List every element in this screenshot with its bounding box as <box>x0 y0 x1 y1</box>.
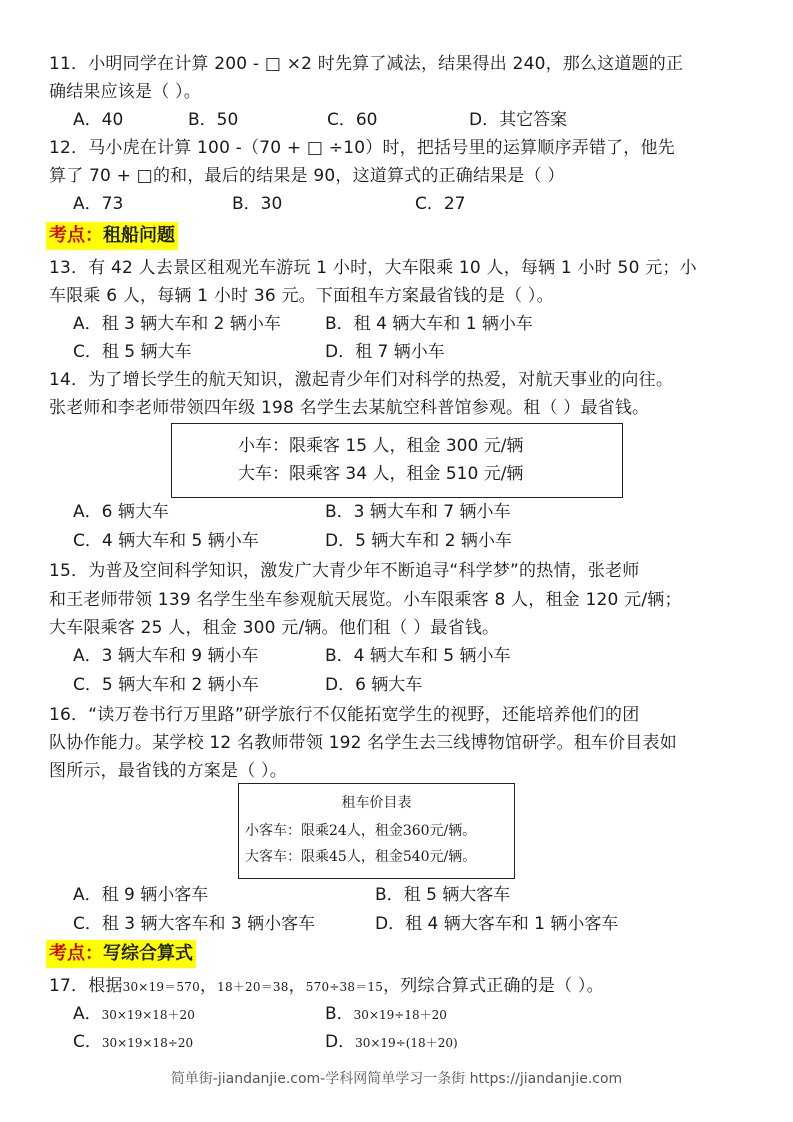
section-topic: 租船问题 <box>103 225 175 246</box>
page-footer-watermark: 简单街-jiandanjie.com-学科网简单学习一条街 https://jiandanjie.com <box>170 1071 623 1087</box>
q16-stem-line3: 图所示，最省钱的方案是（ ）。 <box>49 761 287 781</box>
q15-stem-line2: 和王老师带领 139 名学生坐车参观航天展览。小车限乘客 8 人，租金 120 元/辆； <box>49 590 682 610</box>
q16-option-b: B．租 5 辆大客车 <box>375 885 511 905</box>
q11-stem-line2: 确结果应该是（ ）。 <box>49 82 201 102</box>
section-prefix: 考点： <box>49 943 103 964</box>
q16-table-title: 租车价目表 <box>341 795 412 811</box>
q14-option-c: C．4 辆大车和 5 辆小车 <box>73 531 259 551</box>
option-expression: 30×19÷18＋20 <box>353 1008 447 1022</box>
q17-tail: ，列综合算式正确的是（ ）。 <box>383 976 604 996</box>
q12-option-c: C．27 <box>415 194 466 214</box>
option-letter: B． <box>325 1004 354 1024</box>
q17-option-b <box>325 1002 447 1027</box>
q17-option-c <box>73 1030 193 1055</box>
section-heading-combined-expression <box>46 940 196 968</box>
q12-stem-line1: 12．马小虎在计算 100 -（70 + □ ÷10）时，把括号里的运算顺序弄错了，他先 <box>49 138 675 158</box>
q16-option-a: A．租 9 辆小客车 <box>73 885 209 905</box>
q17-equation-2: 18＋20＝38 <box>217 980 289 994</box>
q14-option-d: D．5 辆大车和 2 辆小车 <box>325 531 512 551</box>
q17-option-d <box>325 1030 458 1055</box>
q12-stem-line2: 算了 70 + □的和，最后的结果是 90，这道算式的正确结果是（ ） <box>49 166 565 186</box>
option-expression: 30×19÷(18＋20) <box>355 1036 458 1050</box>
q13-option-d: D．租 7 辆小车 <box>325 342 445 362</box>
q14-stem-line2: 张老师和李老师带领四年级 198 名学生去某航空科普馆参观。租（ ）最省钱。 <box>49 398 650 418</box>
q12-option-b: B．30 <box>232 194 283 214</box>
q15-option-a: A．3 辆大车和 9 辆小车 <box>73 646 259 666</box>
q14-box-large-car: 大车：限乘客 34 人，租金 510 元/辆 <box>238 464 524 484</box>
q12-option-a: A．73 <box>73 194 124 214</box>
q16-option-d: D．租 4 辆大客车和 1 辆小客车 <box>375 914 619 934</box>
q11-option-d: D．其它答案 <box>469 110 568 130</box>
q16-stem-line2: 队协作能力。某学校 12 名教师带领 192 名学生去三线博物馆研学。租车价目表如 <box>49 733 677 753</box>
q11-option-b: B．50 <box>188 110 239 130</box>
q11-stem-line1: 11．小明同学在计算 200 - □ ×2 时先算了减法，结果得出 240，那么这道题的正 <box>49 54 684 74</box>
q15-option-c: C．5 辆大车和 2 辆小车 <box>73 675 259 695</box>
option-letter: D． <box>325 1032 356 1052</box>
q15-stem-line1: 15．为普及空间科学知识，激发广大青少年不断追寻“科学梦”的热情，张老师 <box>49 561 640 581</box>
section-topic: 写综合算式 <box>103 943 193 964</box>
q15-option-d: D．6 辆大车 <box>325 675 423 695</box>
q16-table-small-bus: 小客车：限乘24人，租金360元/辆。 <box>245 823 477 839</box>
q13-stem-line1: 13．有 42 人去景区租观光车游玩 1 小时，大车限乘 10 人，每辆 1 小时 50 元；小 <box>49 258 697 278</box>
section-heading-boat-rental <box>46 222 178 250</box>
option-expression: 30×19×18÷20 <box>101 1036 194 1050</box>
q15-stem-line3: 大车限乘客 25 人，租金 300 元/辆。他们租（ ）最省钱。 <box>49 618 500 638</box>
q16-option-c: C．租 3 辆大客车和 3 辆小客车 <box>73 914 316 934</box>
q13-option-a: A．租 3 辆大车和 2 辆小车 <box>73 314 281 334</box>
section-prefix: 考点： <box>49 225 103 246</box>
option-expression: 30×19×18＋20 <box>101 1008 195 1022</box>
q13-option-c: C．租 5 辆大车 <box>73 342 192 362</box>
q17-equation-1: 30×19＝570 <box>122 980 200 994</box>
q17-lead: 17．根据 <box>49 976 123 996</box>
q17-stem: 17．根据30×19＝570，18＋20＝38，570÷38＝15，列综合算式正确的是（ ）。 <box>49 976 604 996</box>
q13-stem-line2: 车限乘 6 人，每辆 1 小时 36 元。下面租车方案最省钱的是（ ）。 <box>49 286 554 306</box>
option-letter: A． <box>73 1004 102 1024</box>
q16-stem-line1: 16．“读万卷书行万里路”研学旅行不仅能拓宽学生的视野，还能培养他们的团 <box>49 705 640 725</box>
q17-equation-3: 570÷38＝15 <box>305 980 384 994</box>
q15-option-b: B．4 辆大车和 5 辆小车 <box>325 646 511 666</box>
q14-box-small-car: 小车：限乘客 15 人，租金 300 元/辆 <box>238 436 524 456</box>
q14-option-a: A．6 辆大车 <box>73 502 169 522</box>
q17-option-a <box>73 1002 195 1027</box>
q16-table-large-bus: 大客车：限乘45人，租金540元/辆。 <box>245 849 477 865</box>
q11-option-a: A．40 <box>73 110 124 130</box>
q13-option-b: B．租 4 辆大车和 1 辆小车 <box>325 314 533 334</box>
option-letter: C． <box>73 1032 102 1052</box>
q11-option-c: C．60 <box>327 110 378 130</box>
q14-option-b: B．3 辆大车和 7 辆小车 <box>325 502 511 522</box>
q16-price-table <box>238 783 515 879</box>
q14-stem-line1: 14．为了增长学生的航天知识，激起青少年们对科学的热爱，对航天事业的向往。 <box>49 370 674 390</box>
q14-price-box <box>171 423 623 498</box>
